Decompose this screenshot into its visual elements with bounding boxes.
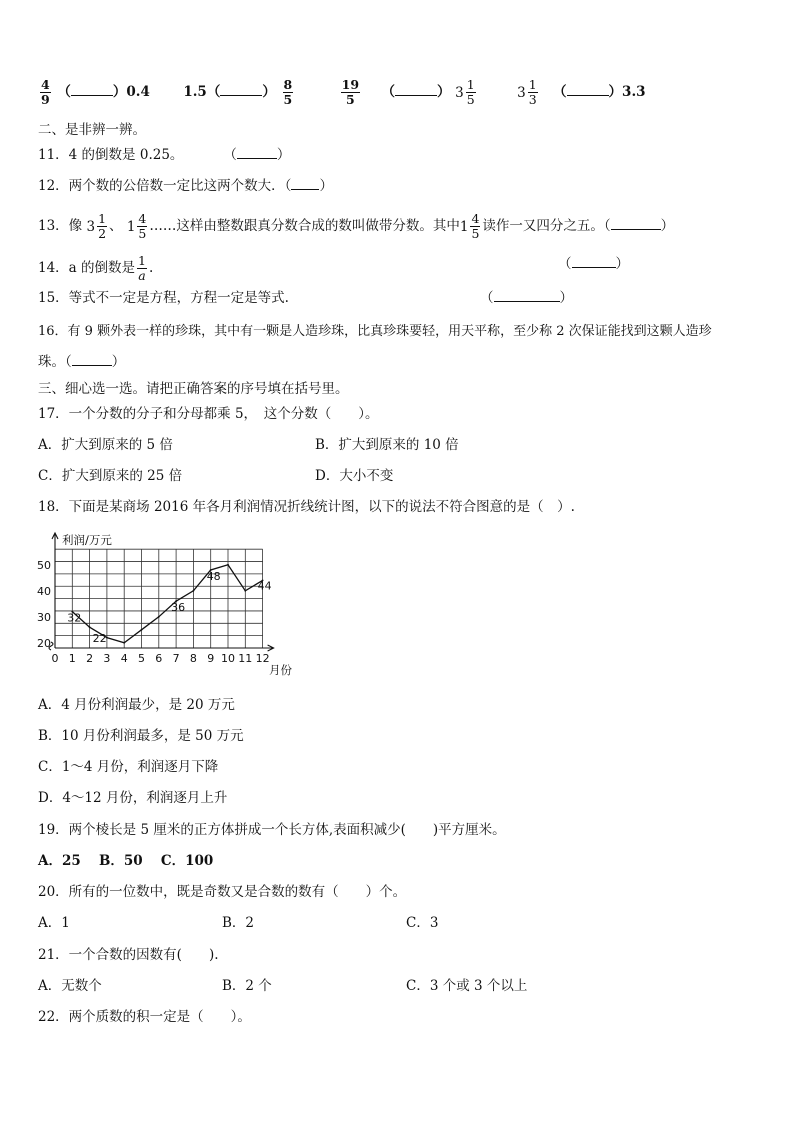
x-tick-label: 1 — [68, 652, 76, 665]
question-21: 21．一个合数的因数有( ). — [38, 947, 219, 963]
option-a[interactable]: A．4 月份利润最少，是 20 万元 — [38, 697, 235, 713]
question-18: 18．下面是某商场 2016 年各月利润情况折线统计图，以下的说法不符合图意的是（ ）. — [38, 499, 575, 515]
mixed-number: 3 $\frac{1}{3}$ — [517, 77, 537, 107]
question-16: 16．有 9 颗外表一样的珍珠，其中有一颗是人造珍珠，比真珍珠要轻，用天平称，至少称 2 次保证能找到这颗人造珍 — [38, 324, 712, 339]
fraction: $\frac{8}{5}$ — [283, 77, 293, 107]
y-tick-label: 30 — [37, 610, 51, 624]
x-tick-label: 9 — [207, 652, 215, 665]
answer-blank[interactable] — [237, 146, 277, 159]
mixed-number: 3 $\frac{1}{2}$ — [86, 211, 107, 241]
data-point — [123, 642, 125, 644]
data-label: 36 — [171, 601, 186, 615]
option-b[interactable]: B．2 个 — [222, 978, 272, 994]
question-15: 15．等式不一定是方程，方程一定是等式. — [38, 290, 289, 306]
answer-blank[interactable] — [71, 83, 113, 96]
profit-line-chart — [30, 528, 330, 678]
data-label: 44 — [257, 579, 272, 593]
y-tick-label: 20 — [37, 636, 51, 650]
x-tick-label: 6 — [155, 652, 163, 665]
x-tick-label: 10 — [221, 652, 235, 665]
options-row[interactable]: A．25 B．50 C．100 — [38, 853, 214, 869]
question-12: 12．两个数的公倍数一定比这两个数大．（ ） — [38, 178, 333, 194]
x-tick-label: 8 — [189, 652, 197, 665]
data-point — [89, 626, 91, 628]
option-a[interactable]: A．1 — [38, 915, 70, 931]
compare-row: $\frac{4}{9}$ （ ）0.4 1.5（ ） $\frac{8}{5}$ $\frac{19}{5}$ （ ） 3 $\frac{1}{5}$ 3 $\frac{1}{3}$ （ ）3.3 — [41, 77, 646, 107]
x-tick-label: 4 — [120, 652, 128, 665]
x-tick-label: 12 — [255, 652, 270, 665]
option-c[interactable]: C．3 个或 3 个以上 — [406, 978, 528, 994]
data-point — [141, 629, 143, 631]
x-tick-label: 2 — [86, 652, 94, 665]
question-16-cont: 珠。（ ） — [38, 354, 126, 370]
x-tick-label: 3 — [103, 652, 111, 665]
answer-blank[interactable] — [395, 83, 437, 96]
question-17: 17．一个分数的分子和分母都乘 5， 这个分数（ ）。 — [38, 406, 379, 422]
y-tick-label: 50 — [37, 558, 51, 572]
x-tick-label: 5 — [138, 652, 145, 665]
question-15-answer: （ ） — [480, 290, 573, 306]
question-22: 22．两个质数的积一定是（ ）。 — [38, 1009, 251, 1025]
x-tick-label: 11 — [238, 652, 253, 665]
question-20: 20．所有的一位数中，既是奇数又是合数的数有（ ）个。 — [38, 884, 407, 900]
option-a[interactable]: A．扩大到原来的 5 倍 — [38, 437, 173, 453]
fraction: $\frac{19}{5}$ — [341, 77, 360, 107]
mixed-number: 1 $\frac{4}{5}$ — [459, 211, 480, 241]
option-a[interactable]: A．无数个 — [38, 978, 102, 994]
mixed-number: 3 $\frac{1}{5}$ — [455, 77, 475, 107]
section-heading: 三、细心选一选。请把正确答案的序号填在括号里。 — [38, 381, 349, 397]
answer-blank[interactable] — [72, 353, 112, 366]
data-point — [227, 564, 229, 566]
x-tick-label: 7 — [172, 652, 180, 665]
option-c[interactable]: C．3 — [406, 915, 439, 931]
mixed-number: 1 $\frac{4}{5}$ — [126, 211, 147, 241]
answer-blank[interactable] — [567, 83, 609, 96]
question-13: 13．像 3 $\frac{1}{2}$ 、 1 $\frac{4}{5}$ ……这样由整数跟真分数合成的数叫做带分数。其中 1 $\frac{4}{5}$ 读作一又四分之五。（ ） — [38, 211, 675, 241]
x-axis-label: 月份 — [269, 663, 292, 677]
chart-axes — [49, 533, 274, 651]
data-point — [244, 590, 246, 592]
data-label: 48 — [206, 570, 221, 583]
option-b[interactable]: B．2 — [222, 915, 255, 931]
question-14-answer: （ ） — [558, 256, 629, 272]
question-19: 19．两个棱长是 5 厘米的正方体拼成一个长方体,表面积减少( )平方厘米。 — [38, 822, 506, 838]
question-14: 14．a 的倒数是 $\frac{1}{a}$ . — [38, 253, 154, 283]
option-c[interactable]: C．1～4 月份，利润逐月下降 — [38, 759, 219, 775]
option-b[interactable]: B．扩大到原来的 10 倍 — [315, 437, 459, 453]
answer-blank[interactable] — [220, 83, 262, 96]
data-point — [158, 616, 160, 618]
chart-grid — [55, 549, 263, 648]
answer-blank[interactable] — [611, 217, 661, 230]
fraction: $\frac{1}{a}$ — [138, 253, 146, 283]
answer-blank[interactable] — [572, 255, 616, 268]
option-d[interactable]: D．大小不变 — [315, 468, 394, 484]
option-c[interactable]: C．扩大到原来的 25 倍 — [38, 468, 183, 484]
question-11: 11．4 的倒数是 0.25。 （ ） — [38, 147, 291, 163]
data-point — [193, 590, 195, 592]
fraction: $\frac{4}{9}$ — [41, 77, 50, 107]
answer-blank[interactable] — [291, 177, 319, 190]
y-tick-label: 40 — [37, 584, 51, 598]
data-label: 22 — [92, 632, 107, 645]
answer-blank[interactable] — [494, 289, 560, 302]
section-heading: 二、是非辨一辨。 — [38, 122, 146, 138]
x-tick-label: 0 — [51, 652, 59, 665]
option-b[interactable]: B．10 月份利润最多，是 50 万元 — [38, 728, 244, 744]
option-d[interactable]: D．4～12 月份，利润逐月上升 — [38, 790, 228, 806]
y-axis-label: 利润/万元 — [62, 533, 112, 547]
data-label: 32 — [67, 611, 82, 625]
